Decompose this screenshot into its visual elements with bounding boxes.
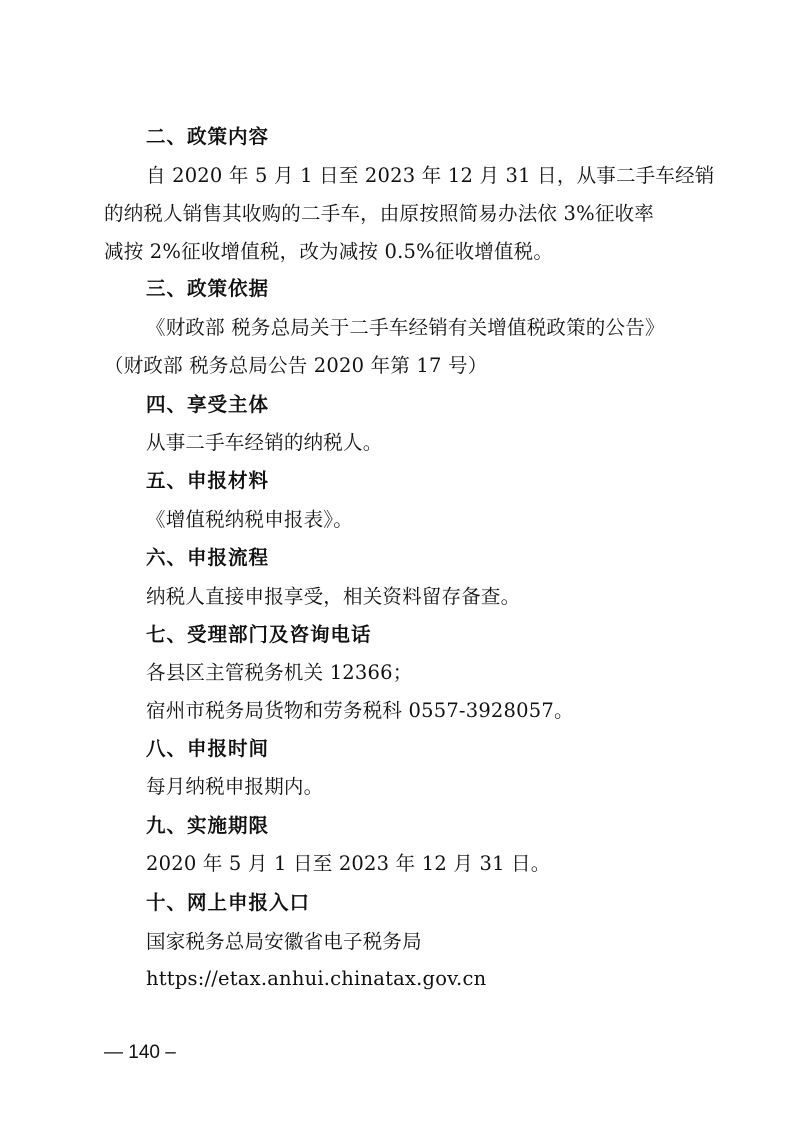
paragraph-line: 宿州市税务局货物和劳务税科 0557-3928057。: [146, 699, 574, 722]
section-heading-beneficiary: 四、享受主体: [146, 393, 270, 416]
section-heading-process: 六、申报流程: [146, 546, 270, 569]
page-number: — 140 –: [104, 1042, 176, 1063]
paragraph-line: 《增值税纳税申报表》。: [146, 508, 353, 531]
paragraph-line: 2020 年 5 月 1 日至 2023 年 12 月 31 日。: [146, 852, 551, 875]
paragraph-line: 从事二手车经销的纳税人。: [146, 431, 383, 454]
section-heading-policy-basis: 三、政策依据: [146, 277, 270, 300]
section-heading-contact: 七、受理部门及咨询电话: [146, 623, 372, 646]
url-link[interactable]: https://etax.anhui.chinatax.gov.cn: [146, 967, 487, 990]
section-heading-period: 九、实施期限: [146, 814, 270, 837]
paragraph-line: （财政部 税务总局公告 2020 年第 17 号）: [104, 354, 488, 377]
paragraph-line: 每月纳税申报期内。: [146, 775, 324, 798]
paragraph-line: 《财政部 税务总局关于二手车经销有关增值税政策的公告》: [146, 316, 665, 339]
paragraph-line: 自 2020 年 5 月 1 日至 2023 年 12 月 31 日，从事二手车经销: [146, 164, 715, 187]
paragraph-line: 纳税人直接申报享受，相关资料留存备查。: [146, 585, 521, 608]
section-heading-filing-time: 八、申报时间: [146, 737, 270, 760]
paragraph-line: 国家税务总局安徽省电子税务局: [146, 930, 422, 953]
section-heading-online-entry: 十、网上申报入口: [146, 891, 311, 914]
paragraph-line: 减按 2%征收增值税，改为减按 0.5%征收增值税。: [104, 240, 554, 263]
section-heading-materials: 五、申报材料: [146, 469, 270, 492]
paragraph-line: 的纳税人销售其收购的二手车，由原按照简易办法依 3%征收率: [104, 202, 654, 225]
section-heading-policy-content: 二、政策内容: [146, 125, 270, 148]
paragraph-line: 各县区主管税务机关 12366；: [146, 661, 413, 684]
